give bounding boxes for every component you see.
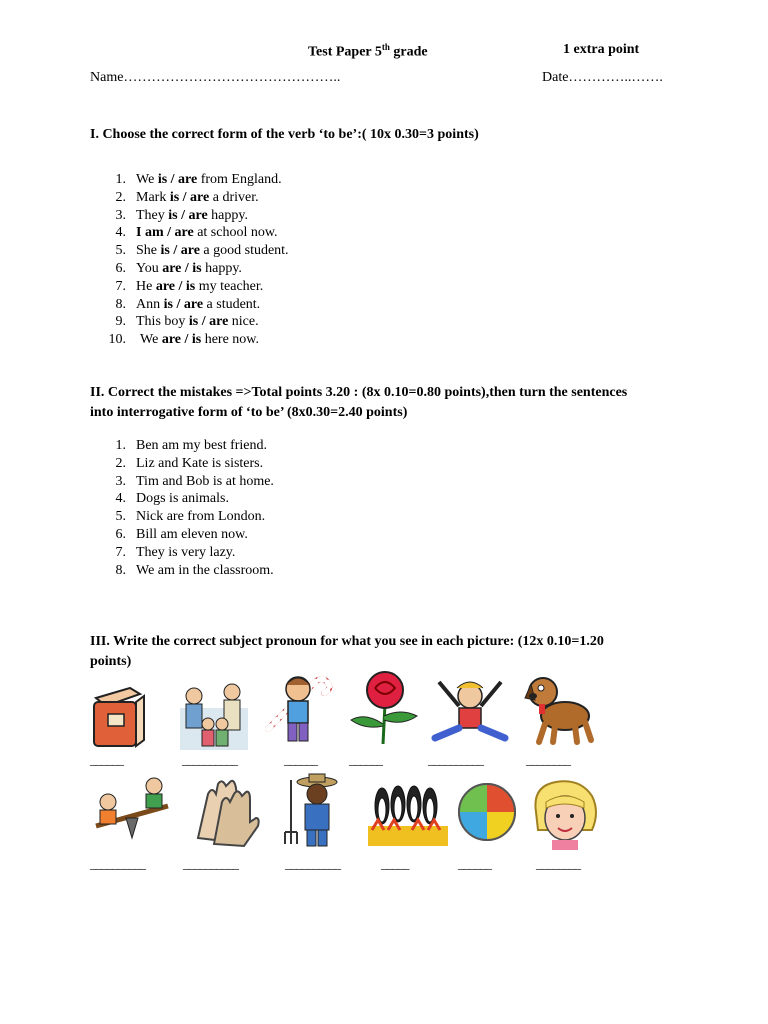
item-text: Dogs is animals.: [136, 491, 229, 507]
item-number: 3.: [115, 207, 126, 223]
extra-point-label: 1 extra point: [563, 42, 640, 57]
verb-choice[interactable]: is / are: [188, 314, 229, 330]
answer-blank[interactable]: __________: [90, 856, 145, 871]
girl-face-icon: [530, 778, 600, 850]
item-text: Liz and Kate is sisters.: [136, 455, 264, 471]
penguins-icon: [368, 770, 448, 846]
list-item: [102, 260, 289, 278]
section-2-list: [102, 437, 274, 579]
item-number: 4.: [115, 225, 126, 241]
verb-choice[interactable]: is / are: [168, 207, 208, 223]
verb-choice[interactable]: is / are: [169, 189, 210, 205]
list-item: [102, 490, 274, 508]
item-number: 5.: [115, 243, 126, 259]
list-item: [102, 224, 289, 242]
list-item: [102, 296, 289, 314]
name-field[interactable]: Name………………………………………..: [90, 70, 341, 85]
item-text-post: a driver.: [209, 189, 259, 205]
item-number: 2.: [115, 189, 126, 205]
item-number: 2.: [115, 455, 126, 471]
item-text-pre: This boy: [136, 314, 189, 330]
page-title: Test Paper 5th grade: [308, 42, 428, 60]
list-item: [102, 207, 289, 225]
verb-choice[interactable]: is / are: [163, 296, 204, 312]
item-number: 6.: [115, 526, 126, 542]
item-text: They is very lazy.: [136, 544, 236, 560]
item-text-post: a good student.: [199, 243, 289, 259]
answer-blank[interactable]: __________: [182, 752, 237, 767]
item-text: Tim and Bob is at home.: [136, 473, 274, 489]
list-item: [102, 242, 289, 260]
book-icon: [90, 684, 150, 748]
item-text: Ben am my best friend.: [136, 438, 268, 453]
item-text: We am in the classroom.: [136, 562, 274, 578]
item-text-pre: He: [136, 278, 156, 294]
item-text-pre: You: [136, 260, 163, 276]
section-2-title: II. Correct the mistakes =>Total points 3.20 : (8x 0.10=0.80 points),then turn the sentences into interrogative form of ‘to be’ (8x0.30=2.40 points): [90, 385, 628, 420]
section-1-title: I. Choose the correct form of the verb ‘to be’:( 10x 0.30=3 points): [90, 127, 479, 142]
item-number: 7.: [115, 544, 126, 560]
answer-blank[interactable]: __________: [285, 856, 340, 871]
item-number: 8.: [115, 296, 126, 312]
verb-choice[interactable]: is / are: [157, 172, 198, 187]
item-text-post: at school now.: [193, 225, 278, 241]
item-text: Bill am eleven now.: [136, 526, 248, 542]
item-number: 8.: [115, 562, 126, 578]
item-number: 1.: [115, 172, 126, 187]
item-text-pre: We: [136, 172, 158, 187]
answer-blank[interactable]: __________: [428, 752, 483, 767]
list-item: [102, 171, 289, 189]
answer-blank[interactable]: ________: [536, 856, 580, 871]
answer-blank[interactable]: ______: [458, 856, 491, 871]
list-item: [102, 455, 274, 473]
gloves-icon: [188, 778, 262, 848]
item-text-pre: She: [136, 243, 161, 259]
verb-choice[interactable]: are / is: [155, 278, 196, 294]
item-number: 9.: [115, 314, 126, 330]
item-text-pre: We: [140, 332, 162, 348]
list-item: [102, 562, 274, 580]
family-icon: [180, 680, 248, 750]
list-item: [102, 544, 274, 562]
date-field[interactable]: Date…………..…….: [542, 70, 663, 85]
answer-blank[interactable]: __________: [183, 856, 238, 871]
beach-ball-icon: [456, 780, 518, 844]
section-3-title: III. Write the correct subject pronoun for what you see in each picture: (12x 0.10=1.20 points): [90, 634, 604, 669]
list-item: [102, 278, 289, 296]
verb-choice[interactable]: I am / are: [136, 225, 194, 241]
list-item: [102, 526, 274, 544]
item-text-pre: Ann: [136, 296, 164, 312]
list-item: [102, 508, 274, 526]
list-item: [102, 437, 274, 455]
verb-choice[interactable]: is / are: [160, 243, 200, 259]
boy-with-candy-cane-icon: [262, 669, 336, 747]
item-text-pre: They: [136, 207, 169, 223]
list-item: [102, 189, 289, 207]
item-text-post: happy.: [201, 260, 242, 276]
item-text-post: nice.: [228, 314, 259, 330]
item-text-post: from England.: [197, 172, 282, 187]
item-number: 10.: [108, 332, 126, 348]
answer-blank[interactable]: ______: [90, 752, 123, 767]
farmer-icon: [281, 772, 345, 850]
verb-choice[interactable]: are / is: [161, 332, 202, 348]
item-text: Nick are from London.: [136, 509, 266, 525]
item-text-post: here now.: [201, 332, 260, 348]
item-number: 6.: [115, 260, 126, 276]
answer-blank[interactable]: ______: [349, 752, 382, 767]
answer-blank[interactable]: ______: [284, 752, 317, 767]
item-text-post: my teacher.: [195, 278, 264, 294]
item-number: 4.: [115, 491, 126, 507]
item-text-post: happy.: [207, 207, 248, 223]
dog-icon: [521, 666, 599, 746]
answer-blank[interactable]: _____: [381, 856, 409, 871]
verb-choice[interactable]: are / is: [162, 260, 202, 276]
list-item: [102, 331, 289, 349]
children-seesaw-icon: [92, 776, 172, 846]
rose-icon: [345, 668, 425, 746]
jumping-girl-icon: [431, 672, 509, 748]
item-text-post: a student.: [203, 296, 261, 312]
item-text-pre: Mark: [136, 189, 170, 205]
item-number: 3.: [115, 473, 126, 489]
section-1-list: [102, 171, 289, 349]
item-number: 7.: [115, 278, 126, 294]
item-number: 1.: [115, 438, 126, 453]
list-item: [102, 473, 274, 491]
answer-blank[interactable]: ________: [526, 752, 570, 767]
list-item: [102, 313, 289, 331]
item-number: 5.: [115, 509, 126, 525]
